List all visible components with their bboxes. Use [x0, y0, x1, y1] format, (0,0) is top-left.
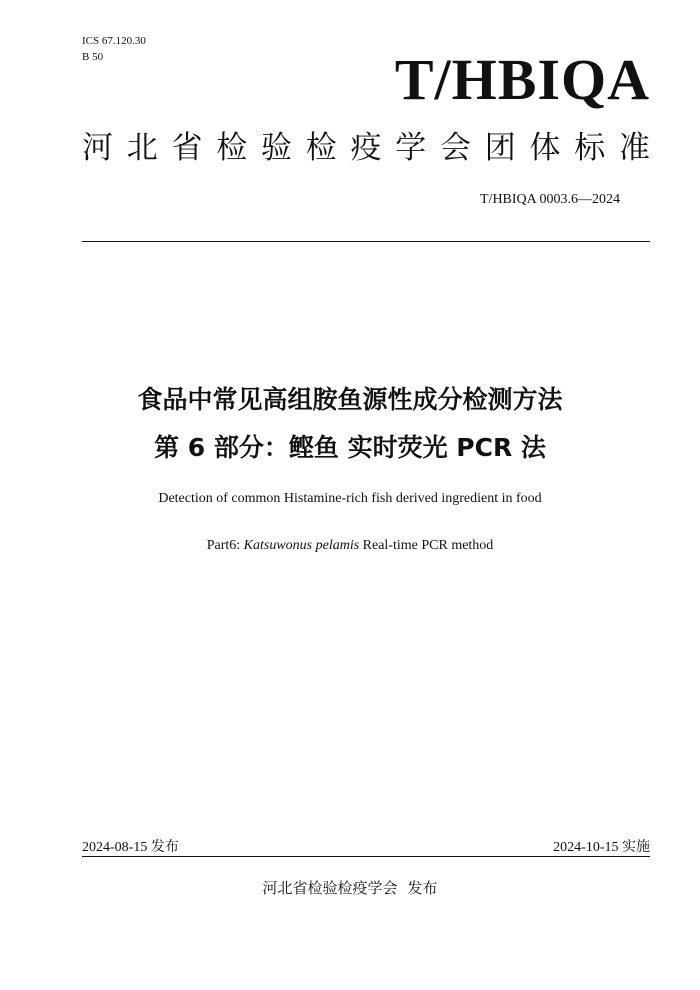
- org-char: 体: [529, 130, 561, 166]
- publish-label: 发布: [150, 839, 179, 855]
- organization-name: [82, 128, 650, 168]
- org-char: 标: [574, 130, 606, 166]
- title-en-line1: Detection of common Histamine-rich fish derived ingredient in food: [158, 491, 542, 506]
- org-char: 检: [305, 130, 337, 166]
- ccs-code: B 50: [82, 51, 104, 63]
- footer-divider: [82, 856, 650, 857]
- implement-date: [553, 836, 650, 856]
- title-zh-line1: 食品中常见高组胺鱼源性成分检测方法: [137, 385, 563, 414]
- title-en-suffix: Real-time PCR method: [359, 538, 494, 553]
- issuer: [0, 877, 700, 898]
- org-char: 北: [126, 130, 158, 166]
- org-char: 省: [171, 130, 203, 166]
- org-char: 验: [261, 130, 292, 166]
- publish-date-value: 2024-08-15: [82, 840, 148, 855]
- publish-date: [82, 836, 179, 856]
- org-char: 检: [216, 130, 248, 166]
- standard-number: T/HBIQA 0003.6—2024: [480, 192, 620, 207]
- title-en-prefix: Part6:: [206, 538, 244, 553]
- issuer-action: 发布: [407, 879, 438, 897]
- title-en-line2: [0, 537, 700, 555]
- org-char: 准: [619, 130, 650, 166]
- org-char: 疫: [350, 130, 382, 166]
- title-en-species: Katsuwonus pelamis: [243, 538, 360, 553]
- ics-code: ICS 67.120.30: [82, 35, 146, 47]
- org-char: 河: [82, 130, 113, 166]
- issuer-name: 河北省检验检疫学会: [262, 879, 398, 897]
- implement-label: 实施: [622, 839, 650, 855]
- classification-codes: [82, 33, 146, 65]
- implement-date-value: 2024-10-15: [553, 840, 619, 855]
- header-divider: [82, 241, 650, 242]
- title-zh-line2: 第 6 部分：鲣鱼 实时荧光 PCR 法: [154, 433, 546, 462]
- org-char: 团: [484, 130, 516, 166]
- org-char: 会: [440, 130, 471, 166]
- brand-logo-text: T/HBIQA: [394, 47, 650, 112]
- org-char: 学: [395, 130, 427, 166]
